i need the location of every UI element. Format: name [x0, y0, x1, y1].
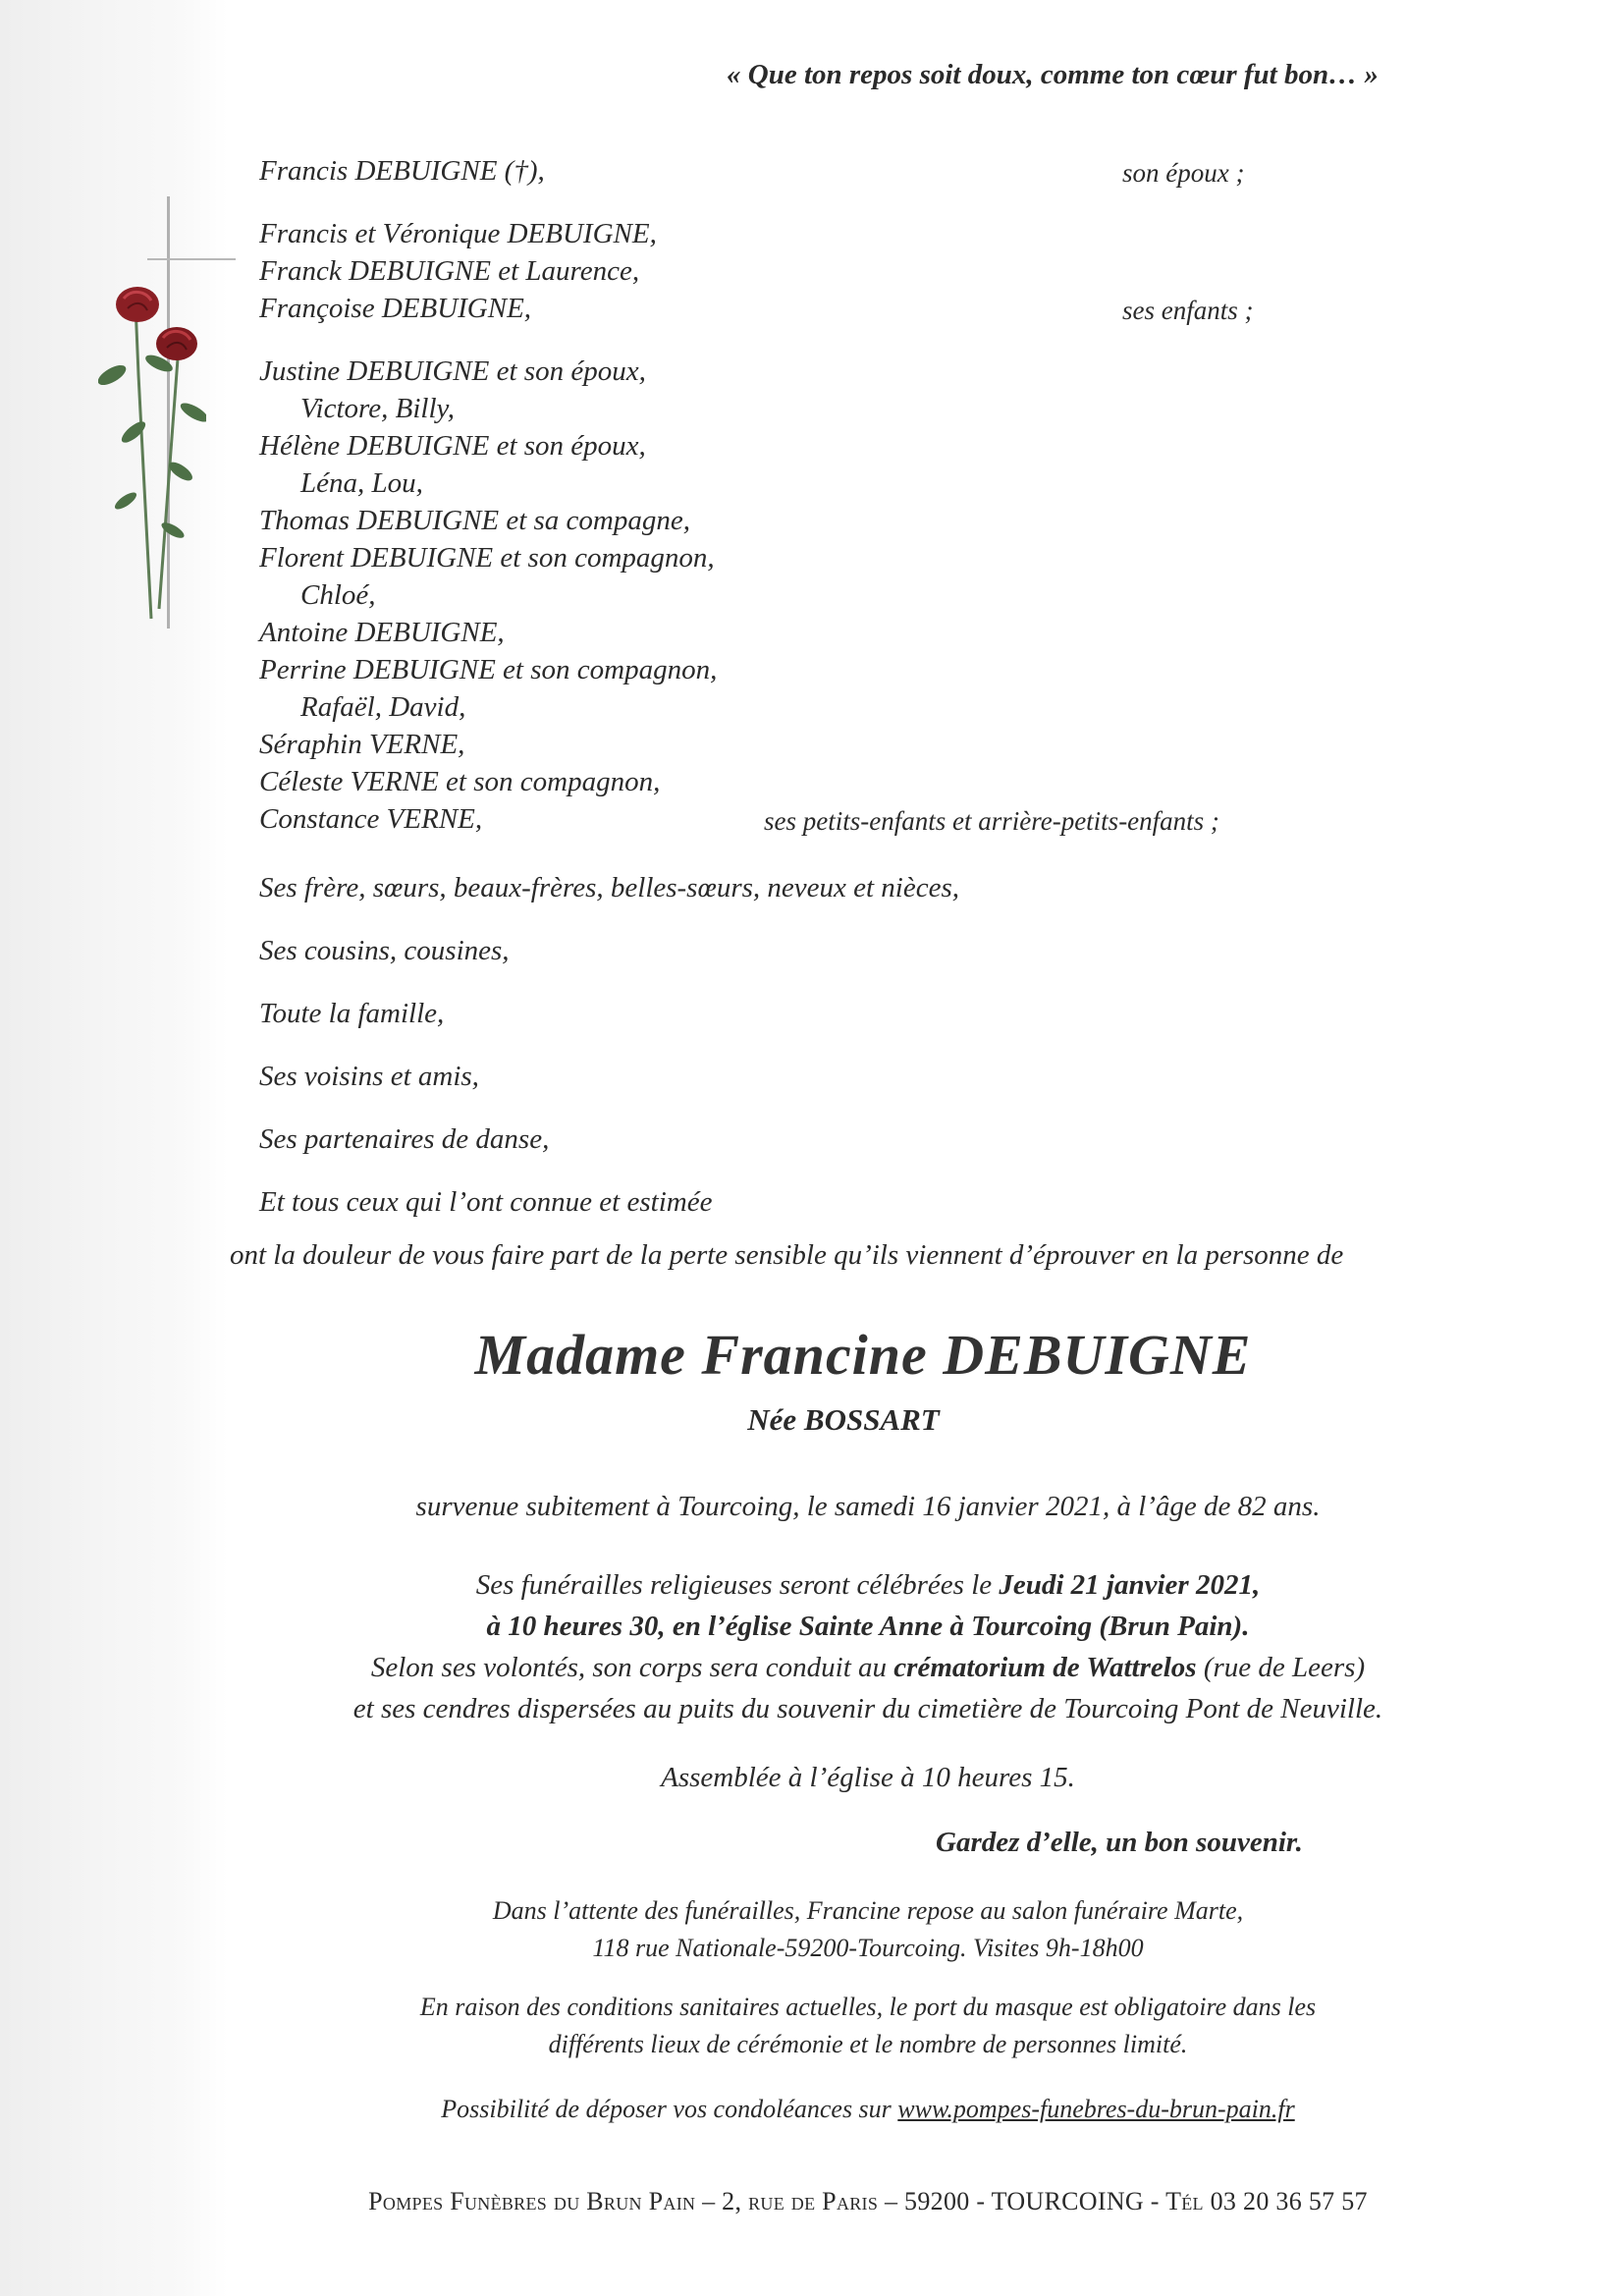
salon-line-2: 118 rue Nationale-59200-Tourcoing. Visites 9h-18h00 — [592, 1934, 1144, 1962]
deceased-name: Madame Francine DEBUIGNE — [474, 1323, 1252, 1387]
funeral-line-2: à 10 heures 30, en l’église Sainte Anne à Tourcoing (Brun Pain). — [486, 1611, 1250, 1642]
grandchild-name: Perrine DEBUIGNE et son compagnon, — [259, 654, 718, 685]
child-name: Francis et Véronique DEBUIGNE, — [259, 218, 657, 249]
epigraph: « Que ton repos soit doux, comme ton cœur fut bon… » — [727, 59, 1379, 90]
funeral-line-3 — [230, 1650, 1506, 1685]
cross-icon-bar — [147, 258, 236, 260]
grandchild-name: Hélène DEBUIGNE et son époux, — [259, 430, 646, 462]
relatives-line: Ses partenaires de danse, — [259, 1123, 550, 1155]
grandchild-name: Constance VERNE, — [259, 803, 483, 835]
great-grandchild-name: Léna, Lou, — [300, 467, 423, 499]
grandchild-name: Céleste VERNE et son compagnon, — [259, 766, 661, 797]
salon-line-1: Dans l’attente des funérailles, Francine repose au salon funéraire Marte, — [492, 1896, 1244, 1925]
crematorium-address: (rue de Leers) — [1196, 1652, 1366, 1683]
condolences-link[interactable]: www.pompes-funebres-du-brun-pain.fr — [897, 2095, 1295, 2123]
great-grandchild-name: Chloé, — [300, 579, 376, 611]
grandchild-name: Justine DEBUIGNE et son époux, — [259, 355, 646, 387]
grandchild-name: Florent DEBUIGNE et son compagnon, — [259, 542, 715, 574]
funeral-line-4: et ses cendres dispersées au puits du souvenir du cimetière de Tourcoing Pont de Neuville. — [352, 1693, 1383, 1724]
crematorium: crématorium de Wattrelos — [893, 1652, 1197, 1683]
condolences — [230, 2092, 1506, 2127]
assembly: Assemblée à l’église à 10 heures 15. — [661, 1762, 1075, 1793]
grandchild-name: Thomas DEBUIGNE et sa compagne, — [259, 505, 690, 536]
children-label: ses enfants ; — [1122, 296, 1254, 325]
spouse-name: Francis DEBUIGNE (†), — [259, 155, 545, 187]
maiden-name: Née BOSSART — [747, 1402, 940, 1437]
announcement: ont la douleur de vous faire part de la perte sensible qu’ils viennent d’éprouver en la personne de — [230, 1239, 1344, 1271]
relatives-line: Ses frère, sœurs, beaux-frères, belles-sœurs, neveux et nièces, — [259, 872, 960, 903]
great-grandchild-name: Victore, Billy, — [300, 393, 456, 424]
funeral-date: Jeudi 21 janvier 2021, — [999, 1569, 1261, 1601]
funeral-line-1 — [230, 1567, 1506, 1603]
closing: Gardez d’elle, un bon souvenir. — [936, 1827, 1303, 1858]
funeral-text: Ses funérailles religieuses seront célébrées le — [475, 1569, 1000, 1601]
grandchild-name: Antoine DEBUIGNE, — [259, 617, 505, 648]
relatives-line: Ses voisins et amis, — [259, 1061, 479, 1092]
rose-icon — [98, 285, 206, 629]
funeral-text: Selon ses volontés, son corps sera conduit au — [370, 1652, 894, 1683]
child-name: Franck DEBUIGNE et Laurence, — [259, 255, 640, 287]
relatives-line: Toute la famille, — [259, 998, 445, 1029]
relatives-line: Et tous ceux qui l’ont connue et estimée — [259, 1186, 713, 1218]
death-notice: survenue subitement à Tourcoing, le samedi 16 janvier 2021, à l’âge de 82 ans. — [415, 1491, 1321, 1522]
condolences-text: Possibilité de déposer vos condoléances sur — [441, 2095, 898, 2123]
sanitary-line-2: différents lieux de cérémonie et le nombre de personnes limité. — [548, 2030, 1188, 2058]
spouse-label: son époux ; — [1122, 158, 1245, 188]
great-grandchild-name: Rafaël, David, — [300, 691, 466, 723]
child-name: Françoise DEBUIGNE, — [259, 293, 532, 324]
relatives-line: Ses cousins, cousines, — [259, 935, 510, 966]
grandchildren-label: ses petits-enfants et arrière-petits-enfants ; — [764, 806, 1219, 836]
grandchild-name: Séraphin VERNE, — [259, 729, 465, 760]
footer: Pompes Funèbres du Brun Pain – 2, rue de Paris – 59200 - TOURCOING - Tél 03 20 36 57 57 — [368, 2187, 1368, 2215]
sanitary-line-1: En raison des conditions sanitaires actuelles, le port du masque est obligatoire dans les — [419, 1993, 1317, 2021]
